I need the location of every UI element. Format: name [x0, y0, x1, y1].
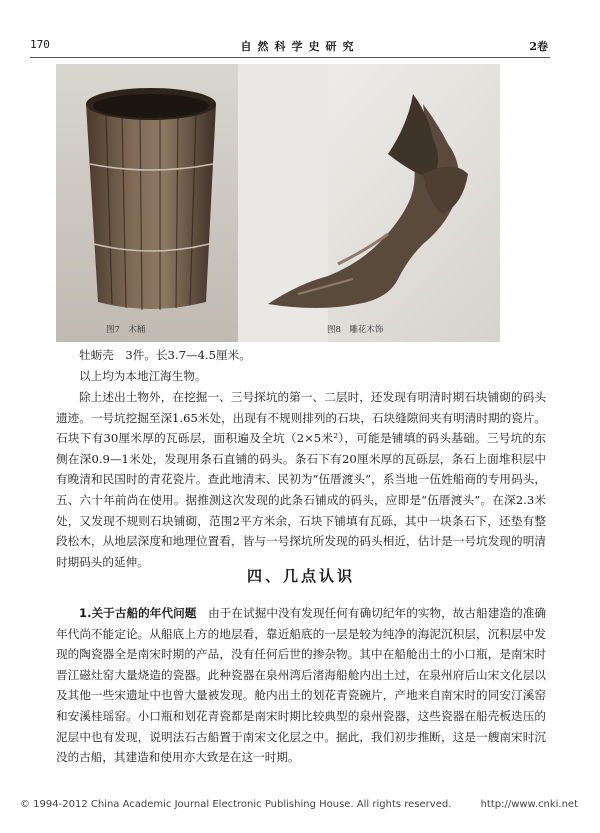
dating-paragraph: [56, 603, 546, 768]
page-footer: [0, 799, 600, 817]
figure-8-photo: [238, 64, 500, 342]
figure-8-caption: 图8 雕花木饰: [327, 325, 384, 335]
journal-title: 自然科学史研究: [240, 40, 360, 53]
dating-heading: 1.关于古船的年代问题: [79, 606, 197, 620]
copyright-notice: © 1994-2012 China Academic Journal Electronic Publishing House. All rights reserved.: [20, 799, 452, 810]
carved-wood-ornament-image: [238, 64, 500, 342]
wharf-paragraph: 除上述出土物外，在挖掘一、三号探坑的第一、二层时，还发现有明清时期石块铺砌的码头遗迹。一号坑挖掘至深1.65米处，出现有不规则排列的石块，石块缝隙间夹有明清时期的瓷片。石块下有30厘米厚的瓦砾层，面积遍及全坑（2×5米²），可能是铺填的码头基础。三号坑的东侧在深0.9—1米处，发现用条石直铺的码头。条石下有20厘米厚的瓦砾层，条石上面堆积层中有晚清和民国时的青花瓷片。查此地清末、民初为“伍厝渡头”，系当地一伍姓船商的专用码头，五、六十年前尚在使用。据推测这次发现的此条石铺成的码头，应即是“伍厝渡头”。在深2.3米处，又发现不规则石块铺砌，范围2平方米余，石块下铺填有瓦砾，其中一块条石下，还垫有整段松木，从地层深度和地理位置看，皆与一号探坑所发现的码头相近，估计是一号坑发现的明清时期码头的延伸。: [56, 390, 546, 569]
figure-7-photo: [56, 64, 238, 342]
page-number: 170: [30, 38, 50, 51]
cnki-link[interactable]: http://www.cnki.net: [480, 799, 578, 810]
page-header: [30, 38, 570, 56]
wooden-bucket-image: [56, 64, 238, 342]
local-species-line: 以上均为本地江海生物。: [79, 368, 207, 383]
section-title: 四、几点认识: [246, 567, 355, 585]
specimen-lines: [56, 345, 546, 386]
oyster-shell-line: 牡蛎壳 3件。长3.7—4.5厘米。: [79, 348, 251, 362]
dating-text: 由于在试掘中没有发现任何有确切纪年的实物，故古船建造的准确年代尚不能定论。从船底上方的地层看，靠近船底的一层是较为纯净的海泥沉积层，沉积层中发现的陶瓷器全是南宋时期的产品，没有任何后世的掺杂物。其中在船舱出土的小口瓶，是南宋时晋江磁灶窑大量烧造的瓷器。此种瓷器在泉州湾后渚海船舱内出土过，在泉州府后山宋文化层以及其他一些宋遗址中也曾大量被发现。舱内出土的划花青瓷碗片，产地来自南宋时的同安汀溪窑和安溪桂瑶窑。小口瓶和划花青瓷都是南宋时期比较典型的泉州瓷器，这些瓷器在船壳板迭压的泥层中也有发现，说明法石古船置于南宋文化层之中。据此，我们初步推断，这是一艘南宋时沉没的古船，其建造和使用亦大致是在这一时期。: [56, 606, 546, 765]
dating-paragraph-block: [56, 603, 546, 768]
figure-7-caption: 图7 木桶: [106, 325, 146, 335]
wharf-paragraph-block: [56, 387, 546, 572]
volume-label: 2卷: [529, 40, 548, 53]
header-rule: [30, 57, 550, 58]
